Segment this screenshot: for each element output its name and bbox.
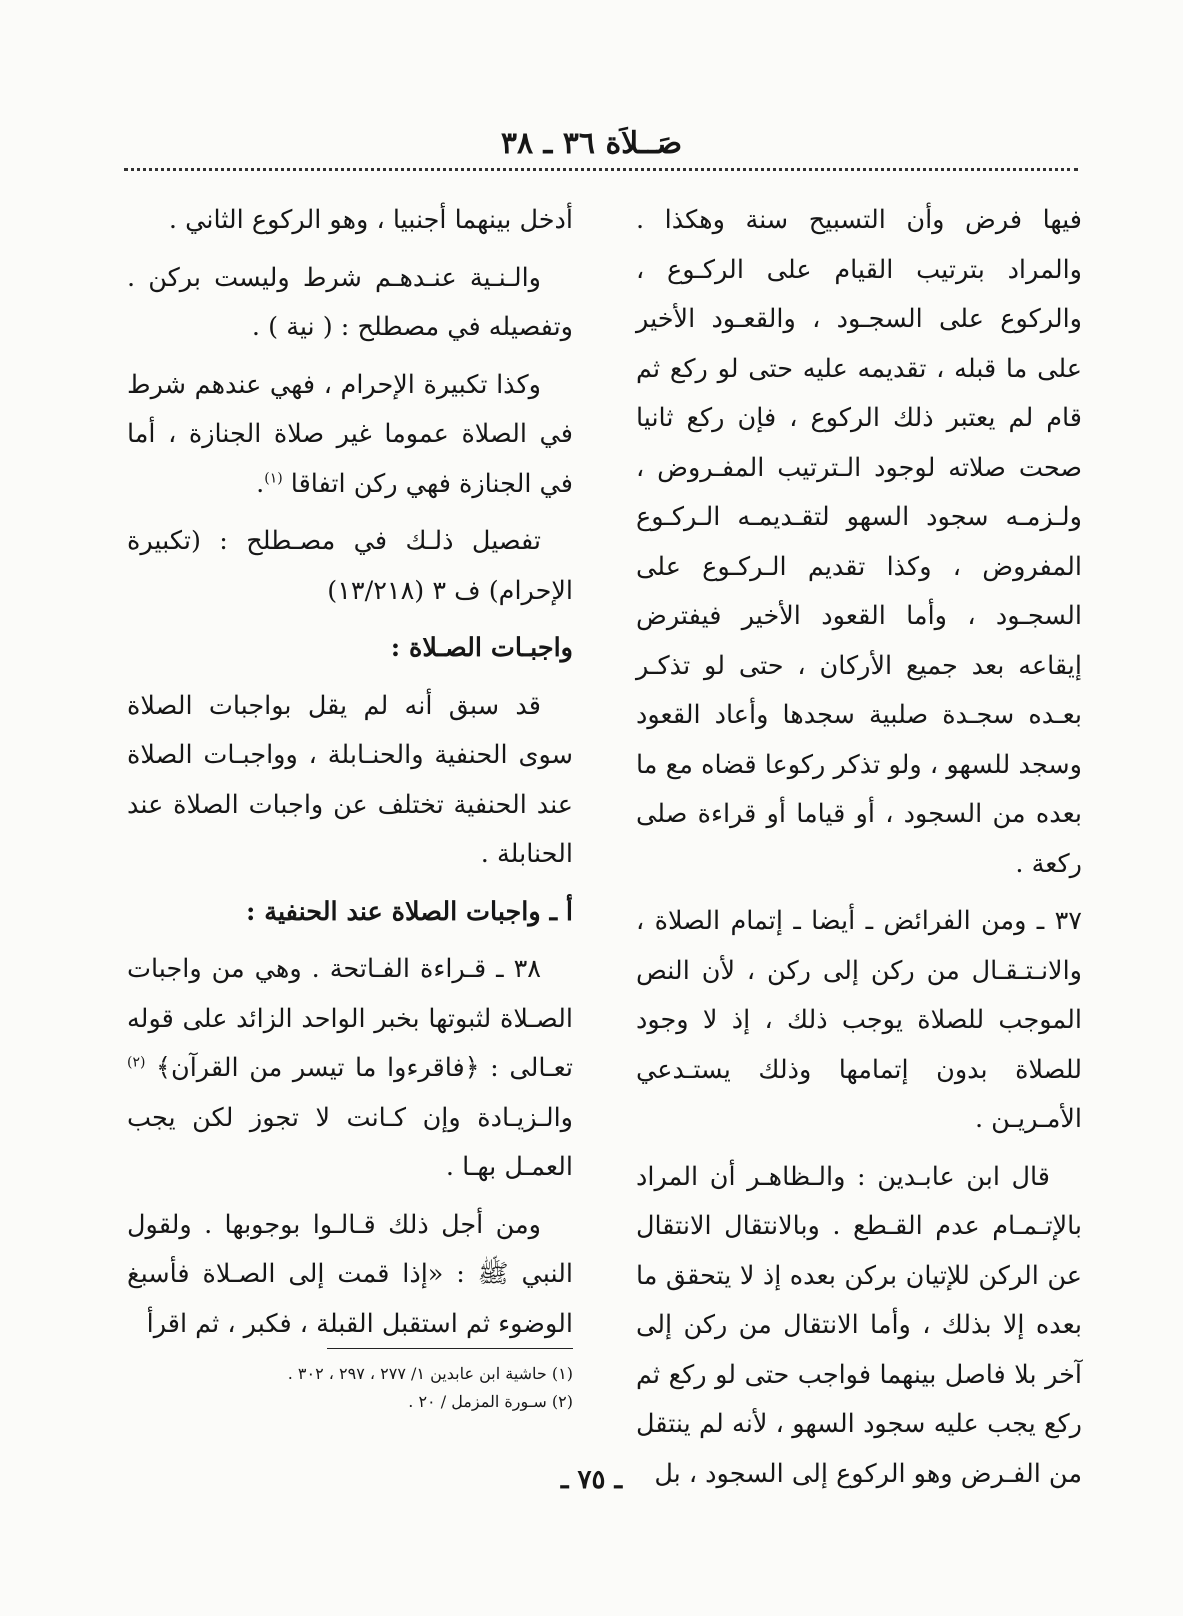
paragraph: قال ابن عابـدين : والـظاهـر أن المراد بالإتـمـام عدم القـطع . وبالانتقال الانتقال عن الركن للإتيان بركن بعده إذ لا يتحقق ما بعده إلا بذلك ، وأما الانتقال من ركن إلى آخر بلا فاصل بينهما فواجب حتى لو ركع ثم ركع يجب عليه سجود السهو ، لأنه لم ينتقل من الفـرض وهو الركوع إلى السجود ، بل	[636, 1161, 1082, 1489]
section-heading: أ ـ واجبات الصلاة عند الحنفية :	[246, 896, 573, 927]
footnote-rule	[327, 1348, 573, 1349]
paragraph: أدخل بينهما أجنبيا ، وهو الركوع الثاني .	[168, 205, 573, 235]
footnote-ref-2: (٢)	[127, 1054, 146, 1071]
paragraph: قد سبق أنه لم يقل بواجبات الصلاة سوى الحنفية والحنـابلة ، وواجبـات الصلاة عند الحنفية تختلف عن واجبات الصلاة عند الحنابلة .	[127, 690, 573, 869]
footnote-ref-1: (١)	[264, 470, 283, 486]
running-header: صَــلاَة ٣٦ ـ ٣٨	[500, 126, 683, 161]
footnotes	[127, 1360, 573, 1416]
footnote: (٢) سـورة المزمل / ٢٠ .	[408, 1392, 573, 1411]
paragraph-text: وكذا تكبيرة الإحرام ، فهي عندهم شرط في الصلاة عموما غير صلاة الجنازة ، أما في الجنازة فهي ركن اتفاقا	[127, 369, 573, 499]
left-column	[127, 196, 573, 1357]
paragraph	[127, 945, 573, 1193]
paragraph: ٣٧ ـ ومن الفرائض ـ أيضا ـ إتمام الصلاة ، والانـتـقـال من ركن إلى ركن ، لأن النص الموجب للصلاة يوجب ذلك ، إذ لا وجود للصلاة بدون إتمامها وذلك يستـدعي الأمـريـن .	[636, 906, 1082, 1134]
paragraph-text: ٣٨ ـ قـراءة الفـاتحة . وهي من واجبات الصـلاة لثبوتها بخبر الواحد الزائد على قوله تعـالى : ﴿فاقرءوا ما تيسر من القرآن﴾	[127, 954, 573, 1083]
right-column	[636, 196, 1082, 1507]
paragraph: ومن أجل ذلك قـالـوا بوجوبها . ولقول النبي ﷺ : «إذا قمت إلى الصـلاة فأسبغ الوضوء ثم استقبل القبلة ، فكبر ، ثم اقرأ	[127, 1209, 573, 1339]
footnote: (١) حاشية ابن عابدين ١/ ٢٧٧ ، ٢٩٧ ، ٣٠٢ .	[287, 1364, 573, 1383]
paragraph: وكذا تكبيرة الإحرام ، فهي عندهم شرط في الصلاة عموما غير صلاة الجنازة ، أما في الجنازة فهي ركن اتفاقا $^{(١)}$.	[127, 369, 573, 499]
paragraph: فيها فرض وأن التسبيح سنة وهكذا . والمراد بترتيب القيام على الركـوع ، والركوع على السجـود ، والقعـود الأخير على ما قبله ، تقديمه عليه حتى لو ركع ثم قام لم يعتبر ذلك الركوع ، فإن ركع ثانيا صحت صلاته لوجود الـترتيب المفـروض ، ولـزمـه سجود السهو لتقـديمـه الـركـوع المفروض ، وكذا تقديم الـركـوع على السجـود ، وأما القعود الأخير فيفترض إيقاعه بعد جميع الأركان ، حتى لو تذكـر بعـده سجـدة صلبية سجدها وأعاد القعود وسجد للسهو ، ولو تذكر ركوعا قضاه مع ما بعده من السجود ، أو قياما أو قراءة صلى ركعة .	[636, 205, 1082, 879]
section-heading: واجبـات الصـلاة :	[390, 633, 573, 663]
header-dotted-rule	[124, 168, 1078, 171]
page-number: ـ ٧٥ ـ	[560, 1465, 623, 1495]
paragraph: والـنـية عنـدهـم شرط وليست بركن . وتفصيله في مصطلح : ( نية ) .	[127, 262, 573, 342]
paragraph: تفصيل ذلـك في مصـطلح : (تكبيرة الإحرام) ف ٣ (١٣/٢١٨)	[127, 526, 573, 606]
paragraph-text: والـزيـادة وإن كـانت لا تجوز لكن يجب العمـل بهـا .	[127, 1102, 573, 1182]
